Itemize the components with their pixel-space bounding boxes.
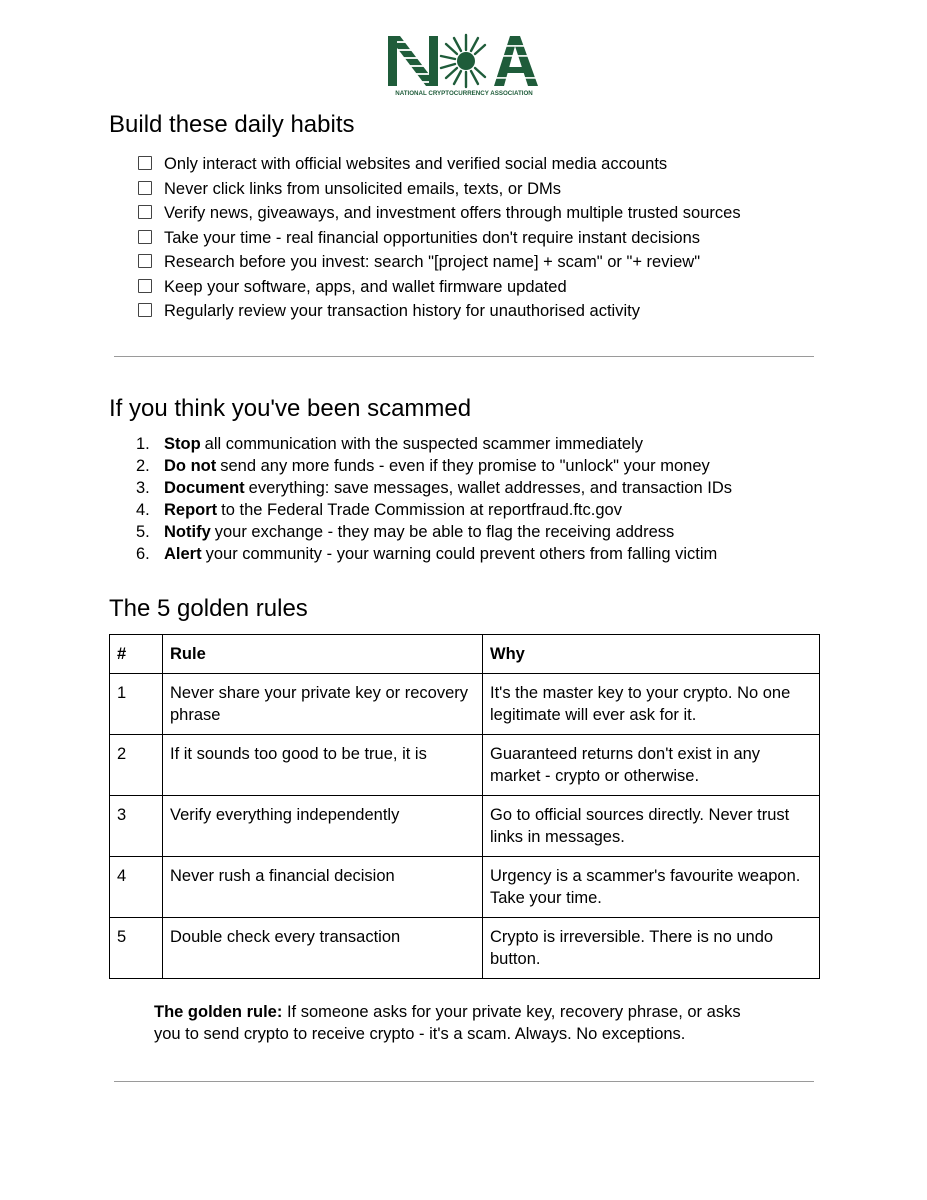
rule-cell: Verify everything independently [163,796,483,857]
column-header-rule: Rule [163,635,483,674]
checkbox-icon[interactable] [138,156,152,170]
step-number: 6. [136,545,150,563]
step-text [164,433,643,455]
checkbox-icon[interactable] [138,279,152,293]
rule-number-cell: 4 [110,857,163,918]
column-header-number: # [110,635,163,674]
step-text [164,521,674,543]
step-text [164,477,732,499]
checklist-item [138,275,741,300]
checkbox-icon[interactable] [138,205,152,219]
habits-checklist [138,152,741,324]
step-number: 1. [136,435,150,453]
checkbox-icon[interactable] [138,254,152,268]
checklist-item [138,177,741,202]
rule-cell: Double check every transaction [163,918,483,979]
step-action: Document [164,479,245,497]
step-item [136,521,732,543]
why-cell: Crypto is irreversible. There is no undo button. [483,918,820,979]
step-detail: all communication with the suspected scammer immediately [204,435,644,453]
checklist-item-label: Regularly review your transaction history for unauthorised activity [164,302,640,321]
checkbox-icon[interactable] [138,181,152,195]
section-divider [114,1081,814,1082]
step-text [164,543,717,565]
step-action: Alert [164,545,202,563]
checklist-item-label: Never click links from unsolicited emails, texts, or DMs [164,179,562,198]
table-row [110,735,820,796]
golden-rule-callout [154,1001,764,1045]
table-header-row [110,635,820,674]
checklist-item [138,226,741,251]
rule-number-cell: 3 [110,796,163,857]
table-row [110,674,820,735]
step-item [136,499,732,521]
step-action: Stop [164,435,201,453]
checklist-item [138,250,741,275]
logo-letter-n [388,36,438,86]
why-cell: Urgency is a scammer's favourite weapon. Take your time. [483,857,820,918]
checklist-item-label: Take your time - real financial opportunities don't require instant decisions [164,228,701,247]
checklist-item-label: Research before you invest: search "[project name] + scam" or "+ review" [164,253,701,272]
checklist-item-label: Keep your software, apps, and wallet firmware updated [164,277,567,296]
step-detail: everything: save messages, wallet addresses, and transaction IDs [248,479,732,497]
table-row [110,918,820,979]
logo-sunburst-c [441,35,485,87]
logo-letter-a [494,36,540,86]
step-item [136,543,732,565]
step-action: Report [164,501,218,519]
rule-cell: Never rush a financial decision [163,857,483,918]
nca-logo [386,33,542,97]
column-header-why: Why [483,635,820,674]
golden-rules-table [109,634,820,979]
step-detail: to the Federal Trade Commission at reportfraud.ftc.gov [221,501,622,519]
rule-number-cell: 1 [110,674,163,735]
step-item [136,477,732,499]
checklist-item [138,152,741,177]
checklist-item [138,299,741,324]
rule-number-cell: 2 [110,735,163,796]
step-number: 4. [136,501,150,519]
why-cell: Guaranteed returns don't exist in any market - crypto or otherwise. [483,735,820,796]
step-detail: your exchange - they may be able to flag the receiving address [214,523,675,541]
rule-cell: Never share your private key or recovery phrase [163,674,483,735]
step-detail: send any more funds - even if they promise to "unlock" your money [220,457,710,475]
checklist-item [138,201,741,226]
habits-heading: Build these daily habits [109,111,355,138]
step-number: 2. [136,457,150,475]
step-item [136,455,732,477]
step-action: Do not [164,457,217,475]
golden-rule-text: If someone asks for your private key, recovery phrase, or asks you to send crypto to receive crypto - it's a scam. Always. No exceptions. [154,1003,741,1043]
why-cell: Go to official sources directly. Never trust links in messages. [483,796,820,857]
step-text [164,455,710,477]
logo-tagline: NATIONAL CRYPTOCURRENCY ASSOCIATION [395,90,533,97]
checklist-item-label: Verify news, giveaways, and investment offers through multiple trusted sources [164,204,741,223]
step-number: 5. [136,523,150,541]
rules-heading: The 5 golden rules [109,595,308,622]
why-cell: It's the master key to your crypto. No one legitimate will ever ask for it. [483,674,820,735]
table-row [110,857,820,918]
step-number: 3. [136,479,150,497]
step-detail: your community - your warning could prevent others from falling victim [205,545,718,563]
table-row [110,796,820,857]
rule-cell: If it sounds too good to be true, it is [163,735,483,796]
checkbox-icon[interactable] [138,230,152,244]
golden-rule-label: The golden rule: [154,1003,283,1021]
checklist-item-label: Only interact with official websites and verified social media accounts [164,155,668,174]
section-divider [114,356,814,357]
checkbox-icon[interactable] [138,303,152,317]
step-item [136,433,732,455]
rule-number-cell: 5 [110,918,163,979]
step-text [164,499,622,521]
scammed-steps [136,433,732,565]
step-action: Notify [164,523,211,541]
scammed-heading: If you think you've been scammed [109,395,472,422]
